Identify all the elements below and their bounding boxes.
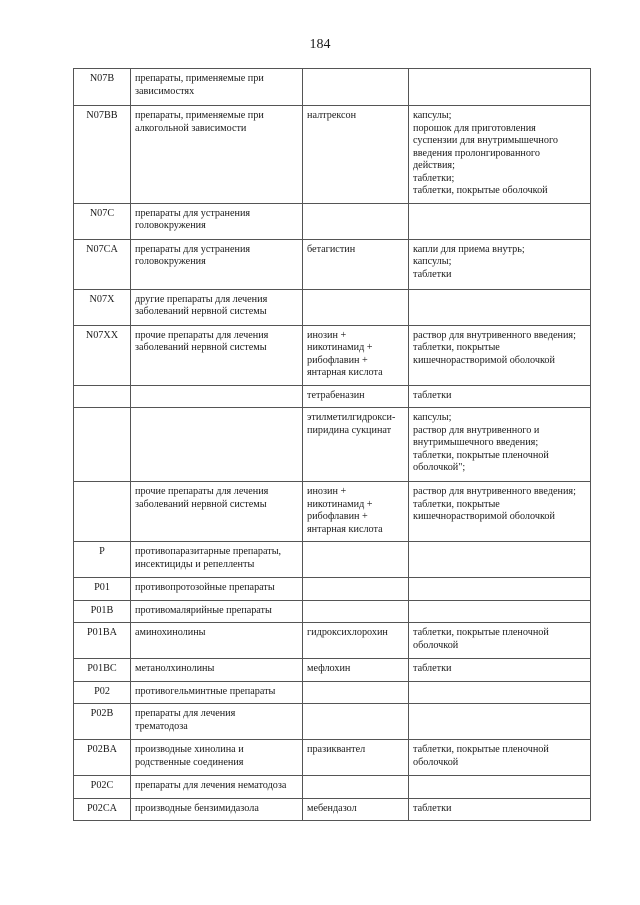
atc-code-cell bbox=[74, 659, 131, 682]
atc-code-cell bbox=[74, 408, 131, 482]
dosage-form-cell bbox=[409, 69, 591, 106]
group-name-cell bbox=[131, 239, 303, 289]
atc-code-cell bbox=[74, 798, 131, 821]
table-row bbox=[74, 385, 591, 408]
cell-text-line: таблетки, покрытые оболочкой bbox=[413, 185, 548, 196]
cell-text-line: заболеваний нервной системы bbox=[135, 306, 267, 317]
cell-text-line: P02B bbox=[90, 708, 114, 719]
cell-text-line: препараты для лечения нематодоза bbox=[135, 780, 287, 791]
table-row bbox=[74, 203, 591, 239]
cell-text-line: оболочкой"; bbox=[413, 462, 466, 473]
cell-text-line: таблетки bbox=[413, 802, 452, 814]
dosage-form-cell bbox=[409, 542, 591, 578]
table-row bbox=[74, 776, 591, 799]
atc-code-cell bbox=[74, 325, 131, 385]
group-name-cell bbox=[131, 659, 303, 682]
cell-text-line: P02BA bbox=[86, 744, 117, 755]
table-row bbox=[74, 623, 591, 659]
cell-text-line: P01BC bbox=[87, 663, 117, 674]
cell-text-line: капсулы; bbox=[413, 412, 452, 423]
cell-text-line: аминохинолины bbox=[135, 627, 206, 638]
table-row bbox=[74, 325, 591, 385]
cell-text-line: этилметилгидрокси- bbox=[307, 412, 396, 423]
group-name-cell bbox=[131, 408, 303, 482]
cell-text-line: препараты, применяемые при bbox=[135, 73, 264, 84]
cell-text-line: производные хинолина и bbox=[135, 744, 244, 755]
atc-code-cell bbox=[74, 600, 131, 623]
substance-cell bbox=[303, 600, 409, 623]
atc-code-cell bbox=[74, 542, 131, 578]
group-name-cell bbox=[131, 385, 303, 408]
dosage-form-cell bbox=[409, 776, 591, 799]
atc-code-cell bbox=[74, 740, 131, 776]
group-name-cell bbox=[131, 623, 303, 659]
table-row bbox=[74, 239, 591, 289]
cell-text-line: порошок для приготовления bbox=[413, 122, 536, 134]
drug-classification-table bbox=[73, 68, 591, 821]
table-row bbox=[74, 542, 591, 578]
cell-text-line: головокружения bbox=[135, 256, 206, 267]
cell-text-line: метанолхинолины bbox=[135, 663, 215, 674]
cell-text-line: янтарная кислота bbox=[307, 367, 383, 378]
atc-code-cell bbox=[74, 776, 131, 799]
substance-cell bbox=[303, 385, 409, 408]
dosage-form-cell bbox=[409, 578, 591, 601]
cell-text-line: таблетки bbox=[413, 663, 452, 674]
dosage-form-cell bbox=[409, 203, 591, 239]
cell-text-line: пиридина сукцинат bbox=[307, 424, 392, 436]
cell-text-line: N07B bbox=[89, 73, 115, 84]
cell-text-line: таблетки, покрытые bbox=[413, 342, 500, 353]
dosage-form-cell bbox=[409, 482, 591, 542]
cell-text-line: препараты для устранения bbox=[135, 207, 251, 219]
dosage-form-cell bbox=[409, 408, 591, 482]
table-row bbox=[74, 659, 591, 682]
cell-text-line: раствор для внутривенного введения; bbox=[413, 486, 576, 497]
cell-text-line: препараты, применяемые при bbox=[135, 110, 264, 121]
cell-text-line: кишечнорастворимой оболочкой bbox=[413, 511, 555, 522]
cell-text-line: тетрабеназин bbox=[307, 389, 365, 401]
substance-cell bbox=[303, 106, 409, 204]
group-name-cell bbox=[131, 542, 303, 578]
table-row bbox=[74, 798, 591, 821]
cell-text-line: прочие препараты для лечения bbox=[135, 329, 269, 341]
table-row bbox=[74, 740, 591, 776]
cell-text-line: инозин + bbox=[307, 486, 347, 497]
cell-text-line: внутримышечного введения; bbox=[413, 437, 539, 448]
cell-text-line: родственные соединения bbox=[135, 756, 244, 768]
cell-text-line: головокружения bbox=[135, 220, 206, 231]
atc-code-cell bbox=[74, 385, 131, 408]
substance-cell bbox=[303, 542, 409, 578]
cell-text-line: бетагистин bbox=[307, 243, 356, 255]
atc-code-cell bbox=[74, 289, 131, 325]
table-row bbox=[74, 704, 591, 740]
cell-text-line: янтарная кислота bbox=[307, 523, 383, 535]
cell-text-line: заболеваний нервной системы bbox=[135, 342, 267, 353]
page-number: 184 bbox=[309, 37, 331, 52]
cell-text-line: зависимостях bbox=[135, 85, 195, 97]
dosage-form-cell bbox=[409, 289, 591, 325]
substance-cell bbox=[303, 239, 409, 289]
dosage-form-cell bbox=[409, 600, 591, 623]
table-row bbox=[74, 578, 591, 601]
cell-text-line: празиквантел bbox=[307, 744, 366, 755]
group-name-cell bbox=[131, 681, 303, 704]
cell-text-line: таблетки, покрытые bbox=[413, 498, 500, 510]
cell-text-line: никотинамид + bbox=[307, 498, 373, 510]
cell-text-line: производные бензимидазола bbox=[135, 802, 259, 814]
cell-text-line: капсулы; bbox=[413, 110, 452, 121]
table-row bbox=[74, 600, 591, 623]
atc-code-cell bbox=[74, 623, 131, 659]
group-name-cell bbox=[131, 325, 303, 385]
group-name-cell bbox=[131, 203, 303, 239]
cell-text-line: N07XX bbox=[85, 329, 119, 341]
cell-text-line: противогельминтные препараты bbox=[135, 685, 276, 697]
atc-code-cell bbox=[74, 704, 131, 740]
cell-text-line: N07C bbox=[89, 207, 115, 219]
atc-code-cell bbox=[74, 681, 131, 704]
cell-text-line: налтрексон bbox=[307, 110, 357, 121]
group-name-cell bbox=[131, 776, 303, 799]
group-name-cell bbox=[131, 289, 303, 325]
dosage-form-cell bbox=[409, 623, 591, 659]
cell-text-line: P02 bbox=[94, 685, 110, 697]
substance-cell bbox=[303, 659, 409, 682]
group-name-cell bbox=[131, 798, 303, 821]
substance-cell bbox=[303, 289, 409, 325]
table-row bbox=[74, 482, 591, 542]
dosage-form-cell bbox=[409, 106, 591, 204]
group-name-cell bbox=[131, 482, 303, 542]
cell-text-line: P01B bbox=[90, 604, 114, 616]
dosage-form-cell bbox=[409, 385, 591, 408]
atc-code-cell bbox=[74, 106, 131, 204]
substance-cell bbox=[303, 482, 409, 542]
group-name-cell bbox=[131, 106, 303, 204]
cell-text-line: прочие препараты для лечения bbox=[135, 486, 269, 497]
substance-cell bbox=[303, 776, 409, 799]
cell-text-line: суспензии для внутримышечного bbox=[413, 135, 558, 146]
cell-text-line: таблетки; bbox=[413, 172, 455, 184]
substance-cell bbox=[303, 69, 409, 106]
cell-text-line: таблетки bbox=[413, 268, 452, 280]
cell-text-line: таблетки, покрытые пленочной bbox=[413, 449, 549, 461]
cell-text-line: противопротозойные препараты bbox=[135, 582, 275, 593]
cell-text-line: препараты для устранения bbox=[135, 243, 251, 255]
cell-text-line: таблетки, покрытые пленочной bbox=[413, 627, 549, 638]
substance-cell bbox=[303, 704, 409, 740]
cell-text-line: инсектициды и репелленты bbox=[135, 558, 255, 570]
table-row bbox=[74, 681, 591, 704]
substance-cell bbox=[303, 325, 409, 385]
dosage-form-cell bbox=[409, 704, 591, 740]
cell-text-line: рибофлавин + bbox=[307, 511, 368, 522]
cell-text-line: оболочкой bbox=[413, 756, 459, 768]
group-name-cell bbox=[131, 704, 303, 740]
cell-text-line: N07BB bbox=[86, 110, 118, 121]
cell-text-line: P bbox=[99, 546, 105, 557]
cell-text-line: заболеваний нервной системы bbox=[135, 498, 267, 510]
atc-code-cell bbox=[74, 69, 131, 106]
cell-text-line: раствор для внутривенного и bbox=[413, 424, 540, 436]
atc-code-cell bbox=[74, 482, 131, 542]
cell-text-line: алкогольной зависимости bbox=[135, 122, 247, 134]
dosage-form-cell bbox=[409, 325, 591, 385]
cell-text-line: капсулы; bbox=[413, 256, 452, 267]
cell-text-line: мебендазол bbox=[307, 802, 357, 814]
substance-cell bbox=[303, 623, 409, 659]
cell-text-line: другие препараты для лечения bbox=[135, 293, 268, 305]
group-name-cell bbox=[131, 740, 303, 776]
cell-text-line: противомалярийные препараты bbox=[135, 604, 272, 616]
cell-text-line: раствор для внутривенного введения; bbox=[413, 329, 576, 341]
cell-text-line: N07X bbox=[89, 293, 115, 305]
table-body bbox=[74, 69, 591, 821]
cell-text-line: капли для приема внутрь; bbox=[413, 243, 525, 255]
table-row bbox=[74, 408, 591, 482]
cell-text-line: никотинамид + bbox=[307, 342, 373, 353]
cell-text-line: таблетки, покрытые пленочной bbox=[413, 744, 549, 755]
cell-text-line: P01 bbox=[94, 582, 110, 593]
cell-text-line: препараты для лечения bbox=[135, 708, 236, 719]
substance-cell bbox=[303, 740, 409, 776]
dosage-form-cell bbox=[409, 740, 591, 776]
table-row bbox=[74, 106, 591, 204]
substance-cell bbox=[303, 203, 409, 239]
atc-code-cell bbox=[74, 578, 131, 601]
group-name-cell bbox=[131, 69, 303, 106]
atc-code-cell bbox=[74, 203, 131, 239]
dosage-form-cell bbox=[409, 239, 591, 289]
cell-text-line: инозин + bbox=[307, 329, 347, 341]
cell-text-line: гидроксихлорохин bbox=[307, 627, 388, 638]
dosage-form-cell bbox=[409, 681, 591, 704]
cell-text-line: введения пролонгированного bbox=[413, 147, 540, 159]
substance-cell bbox=[303, 578, 409, 601]
cell-text-line: трематодоза bbox=[135, 720, 188, 732]
table-row bbox=[74, 69, 591, 106]
group-name-cell bbox=[131, 600, 303, 623]
cell-text-line: кишечнорастворимой оболочкой bbox=[413, 354, 555, 366]
cell-text-line: P01BA bbox=[86, 627, 117, 638]
cell-text-line: противопаразитарные препараты, bbox=[135, 546, 282, 557]
dosage-form-cell bbox=[409, 798, 591, 821]
cell-text-line: P02C bbox=[90, 780, 114, 791]
cell-text-line: действия; bbox=[413, 160, 455, 171]
table-row bbox=[74, 289, 591, 325]
group-name-cell bbox=[131, 578, 303, 601]
cell-text-line: таблетки bbox=[413, 389, 452, 401]
substance-cell bbox=[303, 408, 409, 482]
substance-cell bbox=[303, 681, 409, 704]
atc-code-cell bbox=[74, 239, 131, 289]
cell-text-line: мефлохин bbox=[307, 663, 351, 674]
cell-text-line: рибофлавин + bbox=[307, 354, 368, 366]
cell-text-line: N07CA bbox=[86, 243, 118, 255]
cell-text-line: P02CA bbox=[86, 802, 117, 814]
cell-text-line: оболочкой bbox=[413, 639, 459, 651]
dosage-form-cell bbox=[409, 659, 591, 682]
substance-cell bbox=[303, 798, 409, 821]
